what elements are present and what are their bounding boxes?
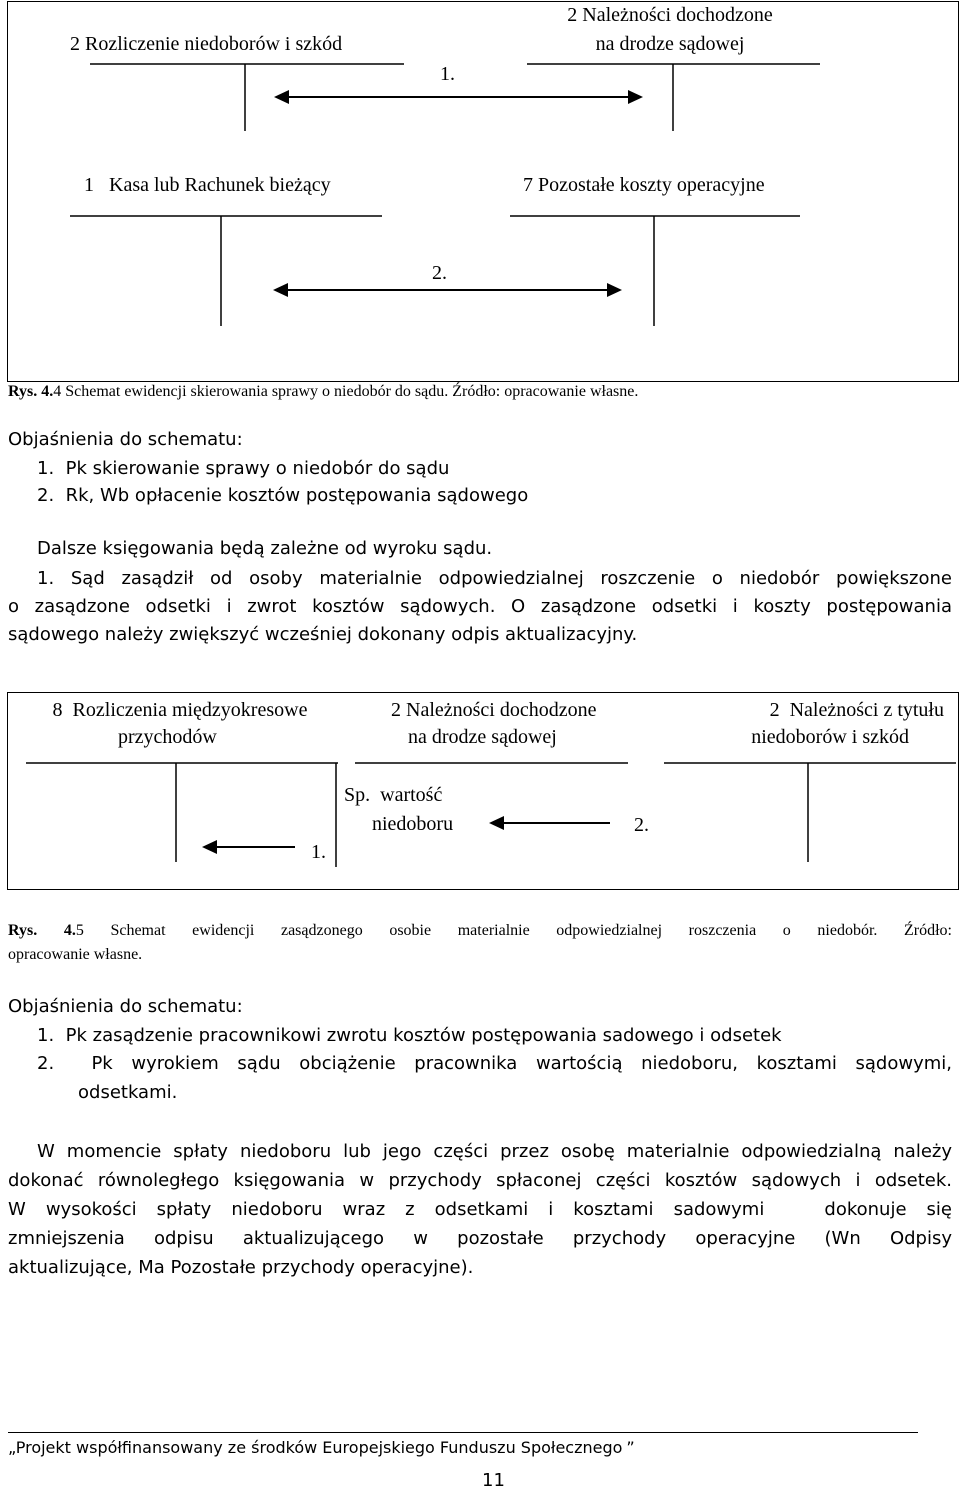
explanations-title-2: Objaśnienia do schematu: (8, 996, 243, 1017)
explanation-item: 1. Pk skierowanie sprawy o niedobór do sądu (37, 458, 450, 479)
paragraph-line: aktualizujące, Ma Pozostałe przychody operacyjne). (8, 1257, 474, 1278)
balance-value-label: niedoboru (372, 813, 454, 835)
caption-text: 5 Schemat ewidencji zasądzonego osobie materialnie odpowiedzialnej roszczenia o niedobór. Źródło: (75, 922, 953, 939)
paragraph-line: zmniejszenia odpisu aktualizującego w pozostałe przychody operacyjne (Wn Odpisy (8, 1228, 952, 1249)
paragraph-court-ruling (8, 565, 952, 649)
account-title-naleznosci-z-tytulu (700, 699, 950, 749)
arrow-2-head-right (607, 283, 622, 297)
account-title-line-1: 8 Rozliczenia międzyokresowe (52, 699, 308, 721)
explanation-note: Dalsze księgowania będą zależne od wyroku sądu. (37, 538, 493, 559)
paragraph-line: W wysokości spłaty niedoboru wraz z odsetkami i kosztami sadowymi dokonuje się (8, 1199, 952, 1220)
explanation-item: 1. Pk zasądzenie pracownikowi zwrotu kosztów postępowania sadowego i odsetek (37, 1025, 782, 1046)
account-title-naleznosci-dochodzone (367, 699, 667, 749)
paragraph-line: dokonać równoległego księgowania w przychody spłaconej części kosztów sądowych i odsetek. (8, 1170, 952, 1191)
account-title-kasa: 1 Kasa lub Rachunek bieżący (84, 174, 331, 196)
account-title-line-1: 2 Należności z tytułu (769, 699, 944, 721)
arrow-1-label: 1. (311, 841, 326, 863)
footer-project-text: Projekt współfinansowany ze środków Europejskiego Funduszu Społecznego (15, 1438, 623, 1457)
caption-text: 4 Schemat ewidencji skierowania sprawy o niedobór do sądu. Źródło: opracowanie własne. (53, 383, 639, 400)
account-title-line-2: niedoborów i szkód (751, 726, 909, 748)
explanation-item: 2. Rk, Wb opłacenie kosztów postępowania sądowego (37, 485, 529, 506)
arrow-1-head (202, 840, 217, 854)
paragraph-line: W momencie spłaty niedoboru lub jego części przez osobę materialnie odpowiedzialną należy (37, 1141, 952, 1162)
footer-quote-close: ” (626, 1438, 635, 1457)
paragraph-line: o zasądzone odsetki i zwrot kosztów sądowych. O zasądzone odsetki i koszty postępowania (8, 596, 952, 617)
arrow-1-head-left (274, 90, 289, 104)
figure-caption-1 (8, 383, 638, 401)
figure-caption-2 (8, 922, 952, 940)
caption-label: Rys. 4. (8, 383, 54, 400)
balance-label: Sp. wartość (344, 784, 443, 806)
footer-quote-open: „ (8, 1438, 16, 1457)
diagram-2 (0, 689, 960, 891)
account-title-line-1: 2 Należności dochodzone (391, 699, 597, 721)
diagram-1 (0, 0, 960, 383)
account-title-naleznosci-dochodzone (520, 4, 820, 56)
arrow-1-label: 1. (440, 63, 455, 85)
account-title-rozliczenie-niedoborow: 2 Rozliczenie niedoborów i szkód (70, 33, 343, 55)
account-title-line-2: przychodów (118, 726, 217, 748)
explanation-item: 2. Pk wyrokiem sądu obciążenie pracownika wartością niedoboru, kosztami sądowymi, (37, 1053, 952, 1074)
caption-label: Rys. 4. (8, 922, 76, 939)
explanations-title-1: Objaśnienia do schematu: (8, 429, 243, 450)
arrow-1-head-right (628, 90, 643, 104)
account-title-line-1: 2 Należności dochodzone (567, 4, 773, 26)
account-title-line-2: na drodze sądowej (408, 726, 557, 748)
page-number: 11 (482, 1470, 505, 1491)
paragraph-line: sądowego należy zwiększyć wcześniej dokonany odpis aktualizacyjny. (8, 624, 638, 645)
arrow-2-head (489, 816, 504, 830)
arrow-2-label: 2. (634, 814, 649, 836)
arrow-2-label: 2. (432, 262, 447, 284)
paragraph-repayment (8, 1137, 952, 1282)
account-title-pozostale-koszty: 7 Pozostałe koszty operacyjne (523, 174, 765, 196)
account-title-rozliczenia-miedzyokresowe (20, 699, 340, 749)
footer-text (8, 1438, 635, 1457)
explanation-item-cont: odsetkami. (78, 1082, 178, 1103)
figure-caption-2-cont: opracowanie własne. (8, 946, 143, 963)
account-title-line-2: na drodze sądowej (595, 33, 745, 55)
footer-rule (8, 1432, 918, 1433)
arrow-2-head-left (273, 283, 288, 297)
paragraph-line: 1. Sąd zasądził od osoby materialnie odpowiedzialnej roszczenie o niedobór powiększone (37, 568, 952, 589)
